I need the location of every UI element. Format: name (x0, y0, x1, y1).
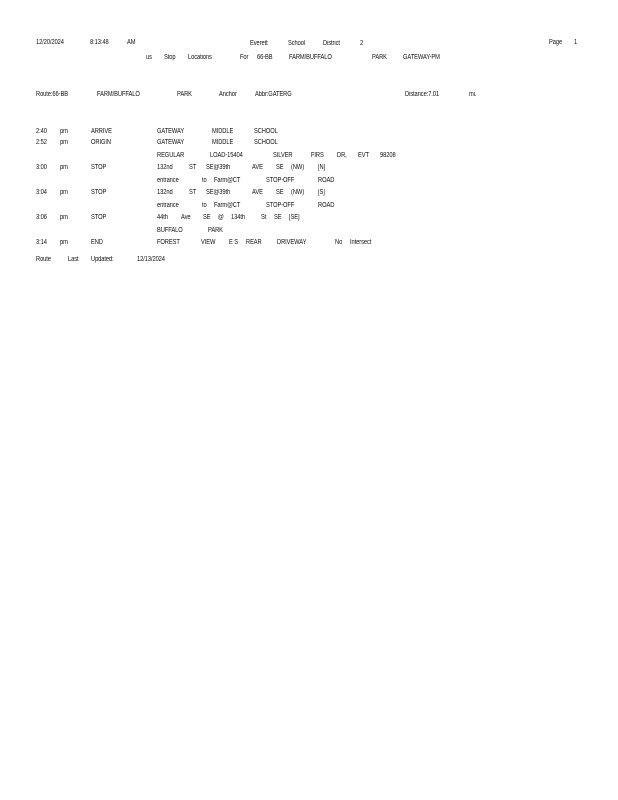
stop-description: SILVER (273, 152, 293, 159)
route-distance-unit: mi. (469, 91, 477, 98)
stop-description: GATEWAY (157, 128, 185, 135)
stop-description: Farm@CT (214, 177, 241, 184)
stop-ampm: pm (60, 214, 68, 221)
stop-ampm: pm (60, 189, 68, 196)
stop-description: SE (276, 189, 284, 196)
route-anchor: Anchor (219, 91, 237, 98)
stop-description: 98208 (380, 152, 396, 159)
stop-description: (NW) (291, 164, 305, 171)
stop-description: SE@39th (206, 189, 231, 196)
stop-type: ARRIVE (91, 128, 112, 135)
stop-description: AVE (252, 164, 263, 171)
stop-description: (NW) (291, 189, 305, 196)
report-date: 12/20/2024 (36, 39, 64, 46)
stop-description: DRIVEWAY (277, 239, 307, 246)
stop-description: 134th (231, 214, 245, 221)
stop-description: REGULAR (157, 152, 185, 159)
route-name: PARK (177, 91, 192, 98)
subtitle-word: GATEWAY-PM (403, 54, 440, 61)
stop-description: ST (189, 164, 197, 171)
footer-label: Updated: (91, 256, 114, 263)
stop-description: ROAD (318, 202, 335, 209)
stop-type: STOP (91, 214, 107, 221)
stop-ampm: pm (60, 128, 68, 135)
stop-description: [S] (318, 189, 325, 196)
subtitle-word: For (240, 54, 249, 61)
stop-description: No (335, 239, 343, 246)
stop-description: GATEWAY (157, 139, 185, 146)
subtitle-word: Locations (188, 54, 212, 61)
stop-description: VIEW (201, 239, 216, 246)
stop-description: STOP-OFF (266, 202, 295, 209)
route-distance: Distance:7.01 (405, 91, 440, 98)
stop-description: Ave (181, 214, 191, 221)
last-updated-date: 12/13/2024 (137, 256, 165, 263)
stop-description: AVE (252, 189, 263, 196)
stop-description: entrance (157, 202, 179, 209)
stop-description: Intersect (350, 239, 372, 246)
subtitle-word: us (146, 54, 152, 61)
stop-description: St (261, 214, 267, 221)
route-id: Route:66-BB (36, 91, 68, 98)
stop-time: 3:04 (36, 189, 47, 196)
stop-description: [N] (318, 164, 326, 171)
stop-type: END (91, 239, 103, 246)
stop-description: STOP-OFF (266, 177, 295, 184)
stop-description: SE (274, 214, 282, 221)
subtitle-word: FARM/BUFFALO (289, 54, 332, 61)
route-name: FARM/BUFFALO (97, 91, 140, 98)
stop-description: to (202, 202, 207, 209)
stop-ampm: pm (60, 139, 68, 146)
stop-description: Farm@CT (214, 202, 241, 209)
stop-ampm: pm (60, 239, 68, 246)
stop-description: SE (203, 214, 211, 221)
page-number: 1 (574, 39, 578, 46)
stop-description: 44th (157, 214, 168, 221)
stop-description: BUFFALO (157, 227, 183, 234)
org-word: District (323, 40, 340, 47)
stop-time: 3:06 (36, 214, 47, 221)
stop-description: MIDDLE (212, 139, 234, 146)
stop-type: STOP (91, 189, 107, 196)
route-abbr: Abbr:GATERG (255, 91, 292, 98)
stop-description: entrance (157, 177, 179, 184)
stop-description: DR, (337, 152, 347, 159)
stop-description: FIRS (311, 152, 324, 159)
stop-description: @ (218, 214, 224, 221)
stop-description: FOREST (157, 239, 180, 246)
report-time-ampm: AM (127, 39, 136, 46)
stop-description: [SE] (289, 214, 300, 221)
stop-description: SCHOOL (254, 139, 278, 146)
subtitle-word: PARK (372, 54, 387, 61)
stop-time: 2:52 (36, 139, 47, 146)
subtitle-route-id: 66-BB (257, 54, 273, 61)
org-word: 2 (360, 40, 364, 47)
stop-description: REAR (246, 239, 262, 246)
stop-description: ROAD (318, 177, 335, 184)
stop-time: 2:40 (36, 128, 47, 135)
stop-description: ST (189, 189, 197, 196)
report-time: 8:13:48 (90, 39, 109, 46)
org-word: School (288, 40, 306, 47)
stop-time: 3:14 (36, 239, 47, 246)
stop-time: 3:00 (36, 164, 47, 171)
page-label: Page (549, 39, 563, 46)
stop-description: LOAD-15404 (210, 152, 243, 159)
stop-description: 132nd (157, 164, 173, 171)
stop-ampm: pm (60, 164, 68, 171)
stop-description: EVT (358, 152, 369, 159)
stop-description: SE (276, 164, 284, 171)
footer-label: Route (36, 256, 51, 263)
footer-label: Last (68, 256, 79, 263)
stop-description: SE@39th (206, 164, 231, 171)
stop-description: to (202, 177, 207, 184)
stop-description: 132nd (157, 189, 173, 196)
stop-description: SCHOOL (254, 128, 278, 135)
stop-description: PARK (208, 227, 223, 234)
stop-type: STOP (91, 164, 107, 171)
subtitle-word: Stop (164, 54, 176, 61)
org-word: Everett (250, 40, 268, 47)
stop-description: MIDDLE (212, 128, 234, 135)
stop-type: ORIGIN (91, 139, 111, 146)
stop-description: E S (229, 239, 239, 246)
